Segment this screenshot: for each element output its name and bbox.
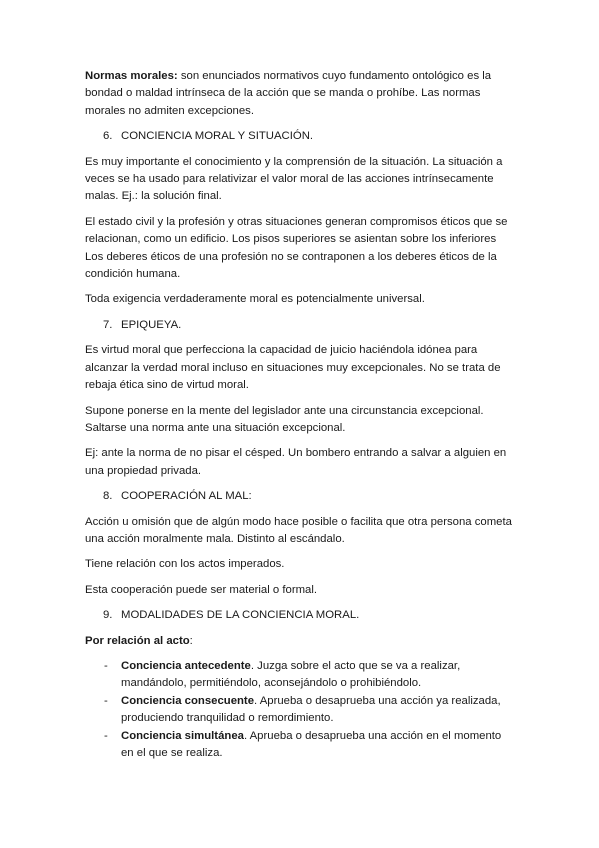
bullet-dash: - bbox=[104, 694, 108, 707]
intro-text: son enunciados normativos cuyo fundamento ontológico es la bondad o maldad intrínseca de la acción que se manda o prohíbe. Las normas morales no admiten excepciones. bbox=[85, 70, 492, 117]
list-item-text: . Aprueba o desaprueba una acción en el momento en el que se realiza. bbox=[121, 729, 502, 759]
list-item-term: Conciencia antecedente bbox=[121, 659, 251, 672]
bullet-dash: - bbox=[104, 659, 108, 672]
list-item-text: . Juzga sobre el acto que se va a realizar, mandándolo, permitiéndolo, aconsejándolo o prohibiéndolo. bbox=[121, 659, 461, 690]
section-title: COOPERACIÓN AL MAL: bbox=[121, 490, 252, 503]
section-number: 8. bbox=[103, 490, 113, 503]
bullet-dash: - bbox=[104, 729, 108, 742]
conscience-list bbox=[85, 658, 515, 762]
section-6-heading bbox=[85, 128, 515, 145]
section-title: MODALIDADES DE LA CONCIENCIA MORAL. bbox=[121, 609, 360, 622]
section-title: CONCIENCIA MORAL Y SITUACIÓN. bbox=[121, 130, 314, 143]
subheading-colon: : bbox=[189, 634, 193, 647]
list-item-term: Conciencia consecuente bbox=[121, 694, 255, 707]
section-number: 7. bbox=[103, 318, 113, 331]
section-9-heading bbox=[85, 607, 515, 624]
paragraph: Supone ponerse en la mente del legislador ante una circunstancia excepcional. Saltarse una norma ante una situación excepcional. bbox=[85, 404, 484, 434]
paragraph: Esta cooperación puede ser material o formal. bbox=[85, 583, 318, 596]
paragraph: El estado civil y la profesión y otras situaciones generan compromisos éticos que se relacionan, como un edificio. Los pisos superiores se asientan sobre los inferiores Los deberes éticos de una profesión no se contraponen a los deberes éticos de la condición humana. bbox=[85, 215, 508, 281]
intro-term: Normas morales: bbox=[85, 70, 178, 82]
section-number: 6. bbox=[103, 130, 113, 143]
intro-paragraph bbox=[85, 68, 515, 120]
list-item bbox=[85, 658, 515, 693]
subheading bbox=[85, 633, 515, 650]
section-title: EPIQUEYA. bbox=[121, 318, 182, 331]
paragraph: Tiene relación con los actos imperados. bbox=[85, 558, 285, 571]
section-number: 9. bbox=[103, 609, 113, 622]
paragraph: Es virtud moral que perfecciona la capacidad de juicio haciéndola idónea para alcanzar la verdad moral incluso en situaciones muy excepcionales. No se trata de rebaja ética sino de virtud moral. bbox=[85, 344, 501, 392]
paragraph: Ej: ante la norma de no pisar el césped. Un bombero entrando a salvar a alguien en una propiedad privada. bbox=[85, 447, 507, 477]
section-7-heading bbox=[85, 317, 515, 334]
paragraph: Toda exigencia verdaderamente moral es potencialmente universal. bbox=[85, 293, 425, 306]
list-item-term: Conciencia simultánea bbox=[121, 729, 244, 742]
paragraph: Es muy importante el conocimiento y la comprensión de la situación. La situación a veces se ha usado para relativizar el valor moral de las acciones intrínsecamente malas. Ej.: la solución final. bbox=[85, 155, 503, 203]
list-item bbox=[85, 693, 515, 728]
section-8-heading bbox=[85, 488, 515, 505]
subheading-label: Por relación al acto bbox=[85, 634, 190, 647]
paragraph: Acción u omisión que de algún modo hace posible o facilita que otra persona cometa una acción moralmente mala. Distinto al escándalo. bbox=[85, 515, 512, 545]
list-item bbox=[85, 728, 515, 763]
list-item-text: . Aprueba o desaprueba una acción ya realizada, produciendo tranquilidad o remordimiento. bbox=[121, 694, 501, 725]
